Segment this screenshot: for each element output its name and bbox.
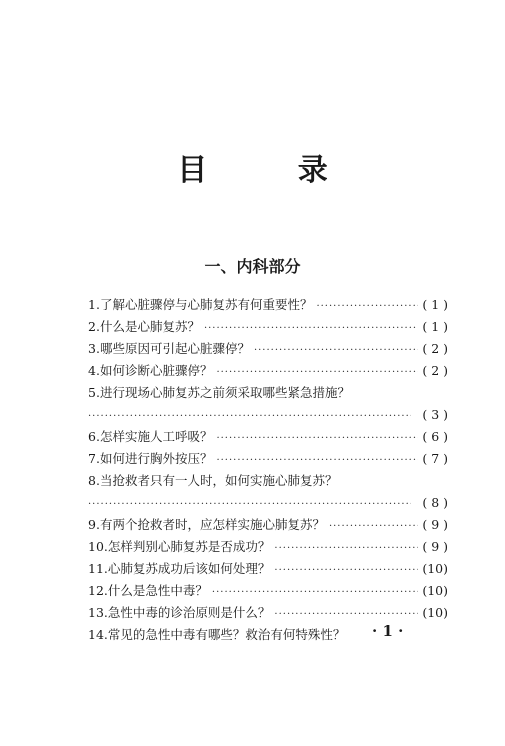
toc-entry-continuation: [88, 492, 448, 514]
toc-entry: [88, 514, 448, 536]
toc-entry: [88, 470, 448, 492]
toc-leader: [329, 516, 418, 538]
toc-entry-text: 有两个抢救者时，应怎样实施心肺复苏？: [99, 517, 325, 532]
toc-entry-number: 3.: [88, 341, 100, 356]
toc-entry-page: ( 1 ): [422, 319, 448, 334]
toc-entry-number: 2.: [88, 319, 100, 334]
toc-entry-text: 如何诊断心脏骤停？: [99, 363, 213, 378]
toc-entry-page: (10): [422, 605, 448, 620]
toc-leader: [274, 560, 418, 582]
toc-entry: [88, 338, 448, 360]
toc-entry-number: 11.: [88, 561, 108, 576]
toc-leader: [204, 318, 418, 340]
toc-entry-number: 13.: [88, 605, 108, 620]
toc-entry: [88, 536, 448, 558]
toc-entry-page: ( 9 ): [422, 517, 448, 532]
page-title: 目 录: [177, 153, 368, 188]
toc-entry-number: 8.: [88, 473, 100, 488]
toc-entry-number: 1.: [88, 297, 100, 312]
toc-entry-text: 常见的急性中毒有哪些？救治有何特殊性？: [107, 627, 346, 642]
toc-entry-page: ( 7 ): [422, 451, 448, 466]
toc-leader: [254, 340, 418, 362]
toc-entry-text: 什么是急性中毒？: [107, 583, 208, 598]
toc-leader: [274, 538, 418, 560]
toc-entry: [88, 382, 448, 404]
toc-entry-text: 哪些原因可引起心脏骤停？: [99, 341, 250, 356]
page-number: · 1 ·: [372, 622, 404, 640]
toc-entry-text: 进行现场心肺复苏之前须采取哪些紧急措施？: [99, 385, 350, 400]
toc-entry-number: 4.: [88, 363, 100, 378]
toc-entry-text: 急性中毒的诊治原则是什么？: [107, 605, 271, 620]
toc-entry-page: ( 9 ): [422, 539, 448, 554]
toc-entry-page: ( 3 ): [422, 407, 448, 422]
toc-entry-number: 7.: [88, 451, 100, 466]
toc-entry-text: 什么是心肺复苏？: [99, 319, 200, 334]
toc-entry: [88, 448, 448, 470]
toc-leader: [216, 450, 418, 472]
toc-entry-page: ( 6 ): [422, 429, 448, 444]
toc-entry-text: 心肺复苏成功后该如何处理？: [107, 561, 271, 576]
toc-entry-number: 12.: [88, 583, 108, 598]
table-of-contents: [88, 294, 448, 646]
section-heading: 一、内科部分: [204, 257, 301, 276]
toc-entry-page: ( 1 ): [422, 297, 448, 312]
toc-leader: [212, 582, 418, 604]
toc-entry: [88, 602, 448, 624]
toc-entry-number: 10.: [88, 539, 108, 554]
toc-entry: [88, 580, 448, 602]
toc-entry-text: 当抢救者只有一人时，如何实施心肺复苏？: [99, 473, 338, 488]
toc-leader: [88, 494, 411, 516]
toc-entry-page: ( 2 ): [422, 363, 448, 378]
toc-entry-text: 怎样判别心肺复苏是否成功？: [107, 539, 271, 554]
toc-entry-number: 14.: [88, 627, 108, 642]
toc-entry-text: 如何进行胸外按压？: [99, 451, 213, 466]
toc-entry-text: 了解心脏骤停与心肺复苏有何重要性？: [99, 297, 313, 312]
toc-entry-number: 6.: [88, 429, 100, 444]
toc-leader: [316, 296, 418, 318]
toc-entry: [88, 294, 448, 316]
toc-entry: [88, 316, 448, 338]
toc-leader: [88, 406, 411, 428]
toc-entry-page: (10): [422, 583, 448, 598]
toc-entry-text: 怎样实施人工呼吸？: [99, 429, 213, 444]
toc-entry-page: (10): [422, 561, 448, 576]
toc-leader: [216, 362, 418, 384]
toc-entry-page: ( 8 ): [422, 495, 448, 510]
toc-entry: [88, 360, 448, 382]
toc-entry-number: 9.: [88, 517, 100, 532]
toc-entry-continuation: [88, 404, 448, 426]
toc-leader: [216, 428, 418, 450]
toc-entry: [88, 426, 448, 448]
toc-entry-page: ( 2 ): [422, 341, 448, 356]
toc-entry-number: 5.: [88, 385, 100, 400]
toc-entry: [88, 558, 448, 580]
